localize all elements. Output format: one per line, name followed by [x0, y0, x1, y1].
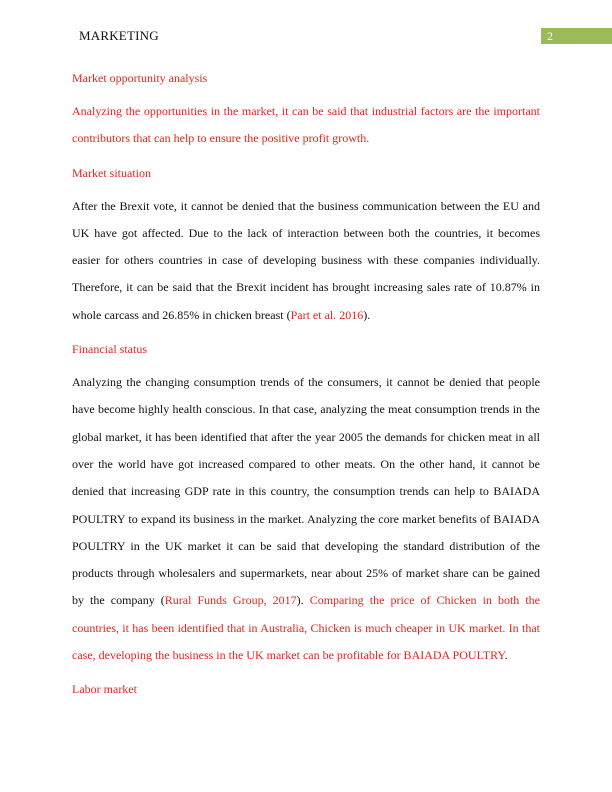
section-heading-market-situation: Market situation: [72, 165, 151, 180]
citation-rural-funds-2017: Rural Funds Group, 2017: [164, 593, 297, 608]
section-heading-financial-status: Financial status: [72, 342, 147, 357]
section-heading-labor-market: Labor market: [72, 682, 137, 697]
paragraph-text-mid: ).: [296, 593, 310, 608]
paragraph-financial-status: [72, 369, 540, 669]
paragraph-text-end: ).: [363, 307, 371, 322]
page-number-badge: 2: [541, 28, 612, 44]
citation-part-2016: Part et al. 2016: [290, 307, 364, 322]
paragraph-market-situation: [72, 193, 540, 329]
section-heading-market-opportunity: Market opportunity analysis: [72, 71, 208, 85]
running-header-title: MARKETING: [79, 28, 159, 43]
paragraph-text-end: .: [504, 648, 508, 663]
paragraph-text: Analyzing the changing consumption trends of the consumers, it cannot be denied that people have become highly health conscious. In that case, analyzing the meat consumption trends in the global market, it has been identified that after the year 2005 the demands for chicken meat in all over the world have got increased compared to other meats. On the other hand, it cannot be denied that increasing GDP rate in this country, the consumption trends can help to BAIADA POULTRY to expand its business in the market. Analyzing the core market benefits of BAIADA POULTRY in the UK market it can be said that developing the standard distribution of the products through wholesalers and supermarkets, near about 25% of market share can be gained by the company (: [72, 375, 540, 608]
paragraph-text: After the Brexit vote, it cannot be denied that the business communication between the EU and UK have got affected. Due to the lack of interaction between both the countries, it becomes easier for others countries in case of developing business with these companies individually. Therefore, it can be said that the Brexit incident has brought increasing sales rate of 10.87% in whole carcass and 26.85% in chicken breast (: [72, 198, 540, 322]
document-body: [72, 63, 540, 709]
highlighted-text: Comparing the price of Chicken in both the countries, it has been identified that in Australia, Chicken is much cheaper in UK market. In that case, developing the business in the UK market can be profitable for BAIADA POULTRY: [72, 593, 540, 663]
paragraph-market-opportunity: Analyzing the opportunities in the market, it can be said that industrial factors are the important contributors that can help to ensure the positive profit growth.: [72, 104, 540, 146]
